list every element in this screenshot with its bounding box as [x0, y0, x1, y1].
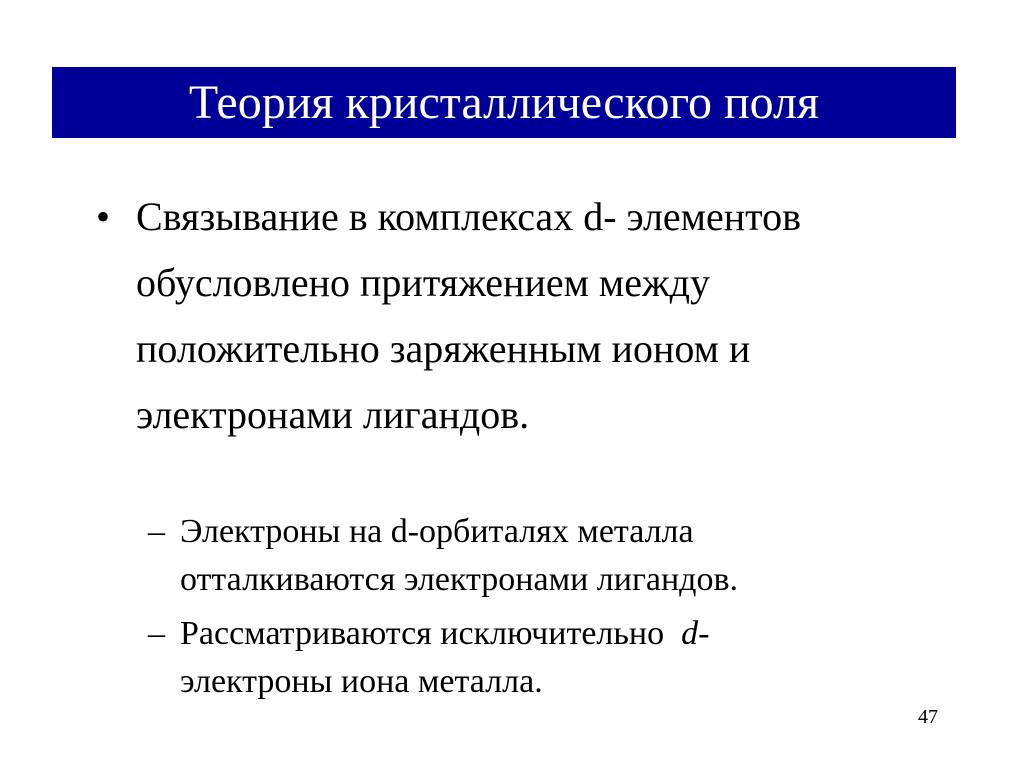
sub-bullet-text [180, 610, 948, 706]
sub-bullet-line [180, 610, 948, 658]
italic-d-symbol: d [681, 615, 699, 652]
sub-bullet-line-start: Рассматриваются исключительно [180, 615, 682, 652]
slide-title: Теория кристаллического поля [188, 75, 820, 129]
page-number: 47 [918, 706, 938, 728]
sub-bullet-line: отталкиваются электронами лигандов. [180, 561, 739, 598]
main-bullet-text [136, 184, 936, 448]
main-bullet-line: электронами лигандов. [136, 392, 530, 437]
sub-bullet-item [148, 508, 948, 604]
sub-bullet-line-end: - [698, 615, 710, 652]
sub-bullet-line: электроны иона металла. [180, 663, 543, 700]
dash-icon: – [148, 615, 165, 652]
sub-bullet-text [180, 508, 948, 604]
sub-bullet-line: Электроны на d-орбиталях металла [180, 513, 694, 550]
title-bar [52, 67, 956, 138]
sub-bullet-item [148, 610, 948, 706]
dash-icon: – [148, 513, 165, 550]
main-bullet-line: положительно заряженным ионом и [136, 326, 751, 371]
main-bullet [96, 184, 936, 448]
bullet-dot-icon: • [96, 194, 111, 239]
sub-bullet-list [148, 508, 948, 712]
main-bullet-line: Связывание в комплексах d- элементов [136, 194, 801, 239]
main-bullet-line: обусловлено притяжением между [136, 260, 710, 305]
